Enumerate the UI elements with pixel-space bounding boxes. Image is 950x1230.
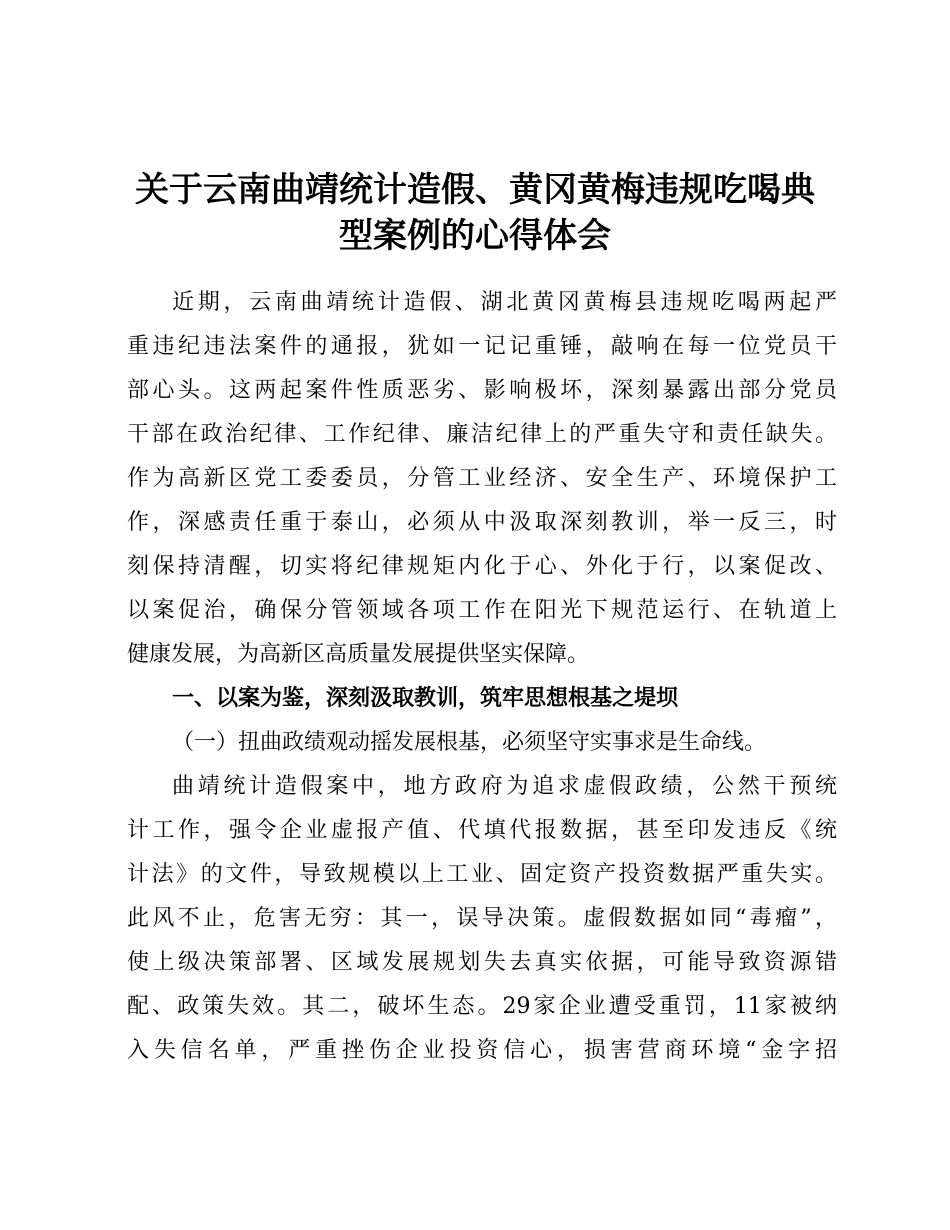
paragraph-line: 重违纪违法案件的通报，犹如一记记重锤，敲响在每一位党员干 xyxy=(127,334,837,359)
paragraph-line: 计工作，强令企业虚报产值、代填代报数据，甚至印发违反《统 xyxy=(127,818,837,843)
paragraph-line: 健康发展，为高新区高质量发展提供坚实保障。 xyxy=(127,642,590,667)
paragraph-line: 入失信名单，严重挫伤企业投资信心，损害营商环境“金字招 xyxy=(127,1038,837,1063)
paragraph-line: 刻保持清醒，切实将纪律规矩内化于心、外化于行，以案促改、 xyxy=(127,554,837,579)
paragraph-line: 使上级决策部署、区域发展规划失去真实依据，可能导致资源错 xyxy=(127,950,837,975)
paragraph-line: 曲靖统计造假案中，地方政府为追求虚假政绩，公然干预统 xyxy=(172,774,837,799)
paragraph-line: 计法》的文件，导致规模以上工业、固定资产投资数据严重失实。 xyxy=(127,862,837,887)
paragraph-line: 以案促治，确保分管领域各项工作在阳光下规范运行、在轨道上 xyxy=(127,598,837,623)
paragraph-line: 近期，云南曲靖统计造假、湖北黄冈黄梅县违规吃喝两起严 xyxy=(172,290,837,315)
document-title-line-2: 型案例的心得体会 xyxy=(339,216,611,256)
paragraph-line: 作，深感责任重于泰山，必须从中汲取深刻教训，举一反三，时 xyxy=(127,510,837,535)
paragraph-line: 部心头。这两起案件性质恶劣、影响极坏，深刻暴露出部分党员 xyxy=(127,378,837,403)
paragraph-line: 配、政策失效。其二，破坏生态。29家企业遭受重罚，11家被纳 xyxy=(127,994,837,1019)
subsection-heading: （一）扭曲政绩观动摇发展根基，必须坚守实事求是生命线。 xyxy=(172,730,767,755)
paragraph-line: 此风不止，危害无穷：其一，误导决策。虚假数据如同“毒瘤”， xyxy=(127,906,837,931)
paragraph-line: 干部在政治纪律、工作纪律、廉洁纪律上的严重失守和责任缺失。 xyxy=(127,422,837,447)
section-heading: 一、以案为鉴，深刻汲取教训，筑牢思想根基之堤坝 xyxy=(172,686,679,711)
paragraph-line: 作为高新区党工委委员，分管工业经济、安全生产、环境保护工 xyxy=(127,466,837,491)
document-title-line-1: 关于云南曲靖统计造假、黄冈黄梅违规吃喝典 xyxy=(135,170,815,210)
